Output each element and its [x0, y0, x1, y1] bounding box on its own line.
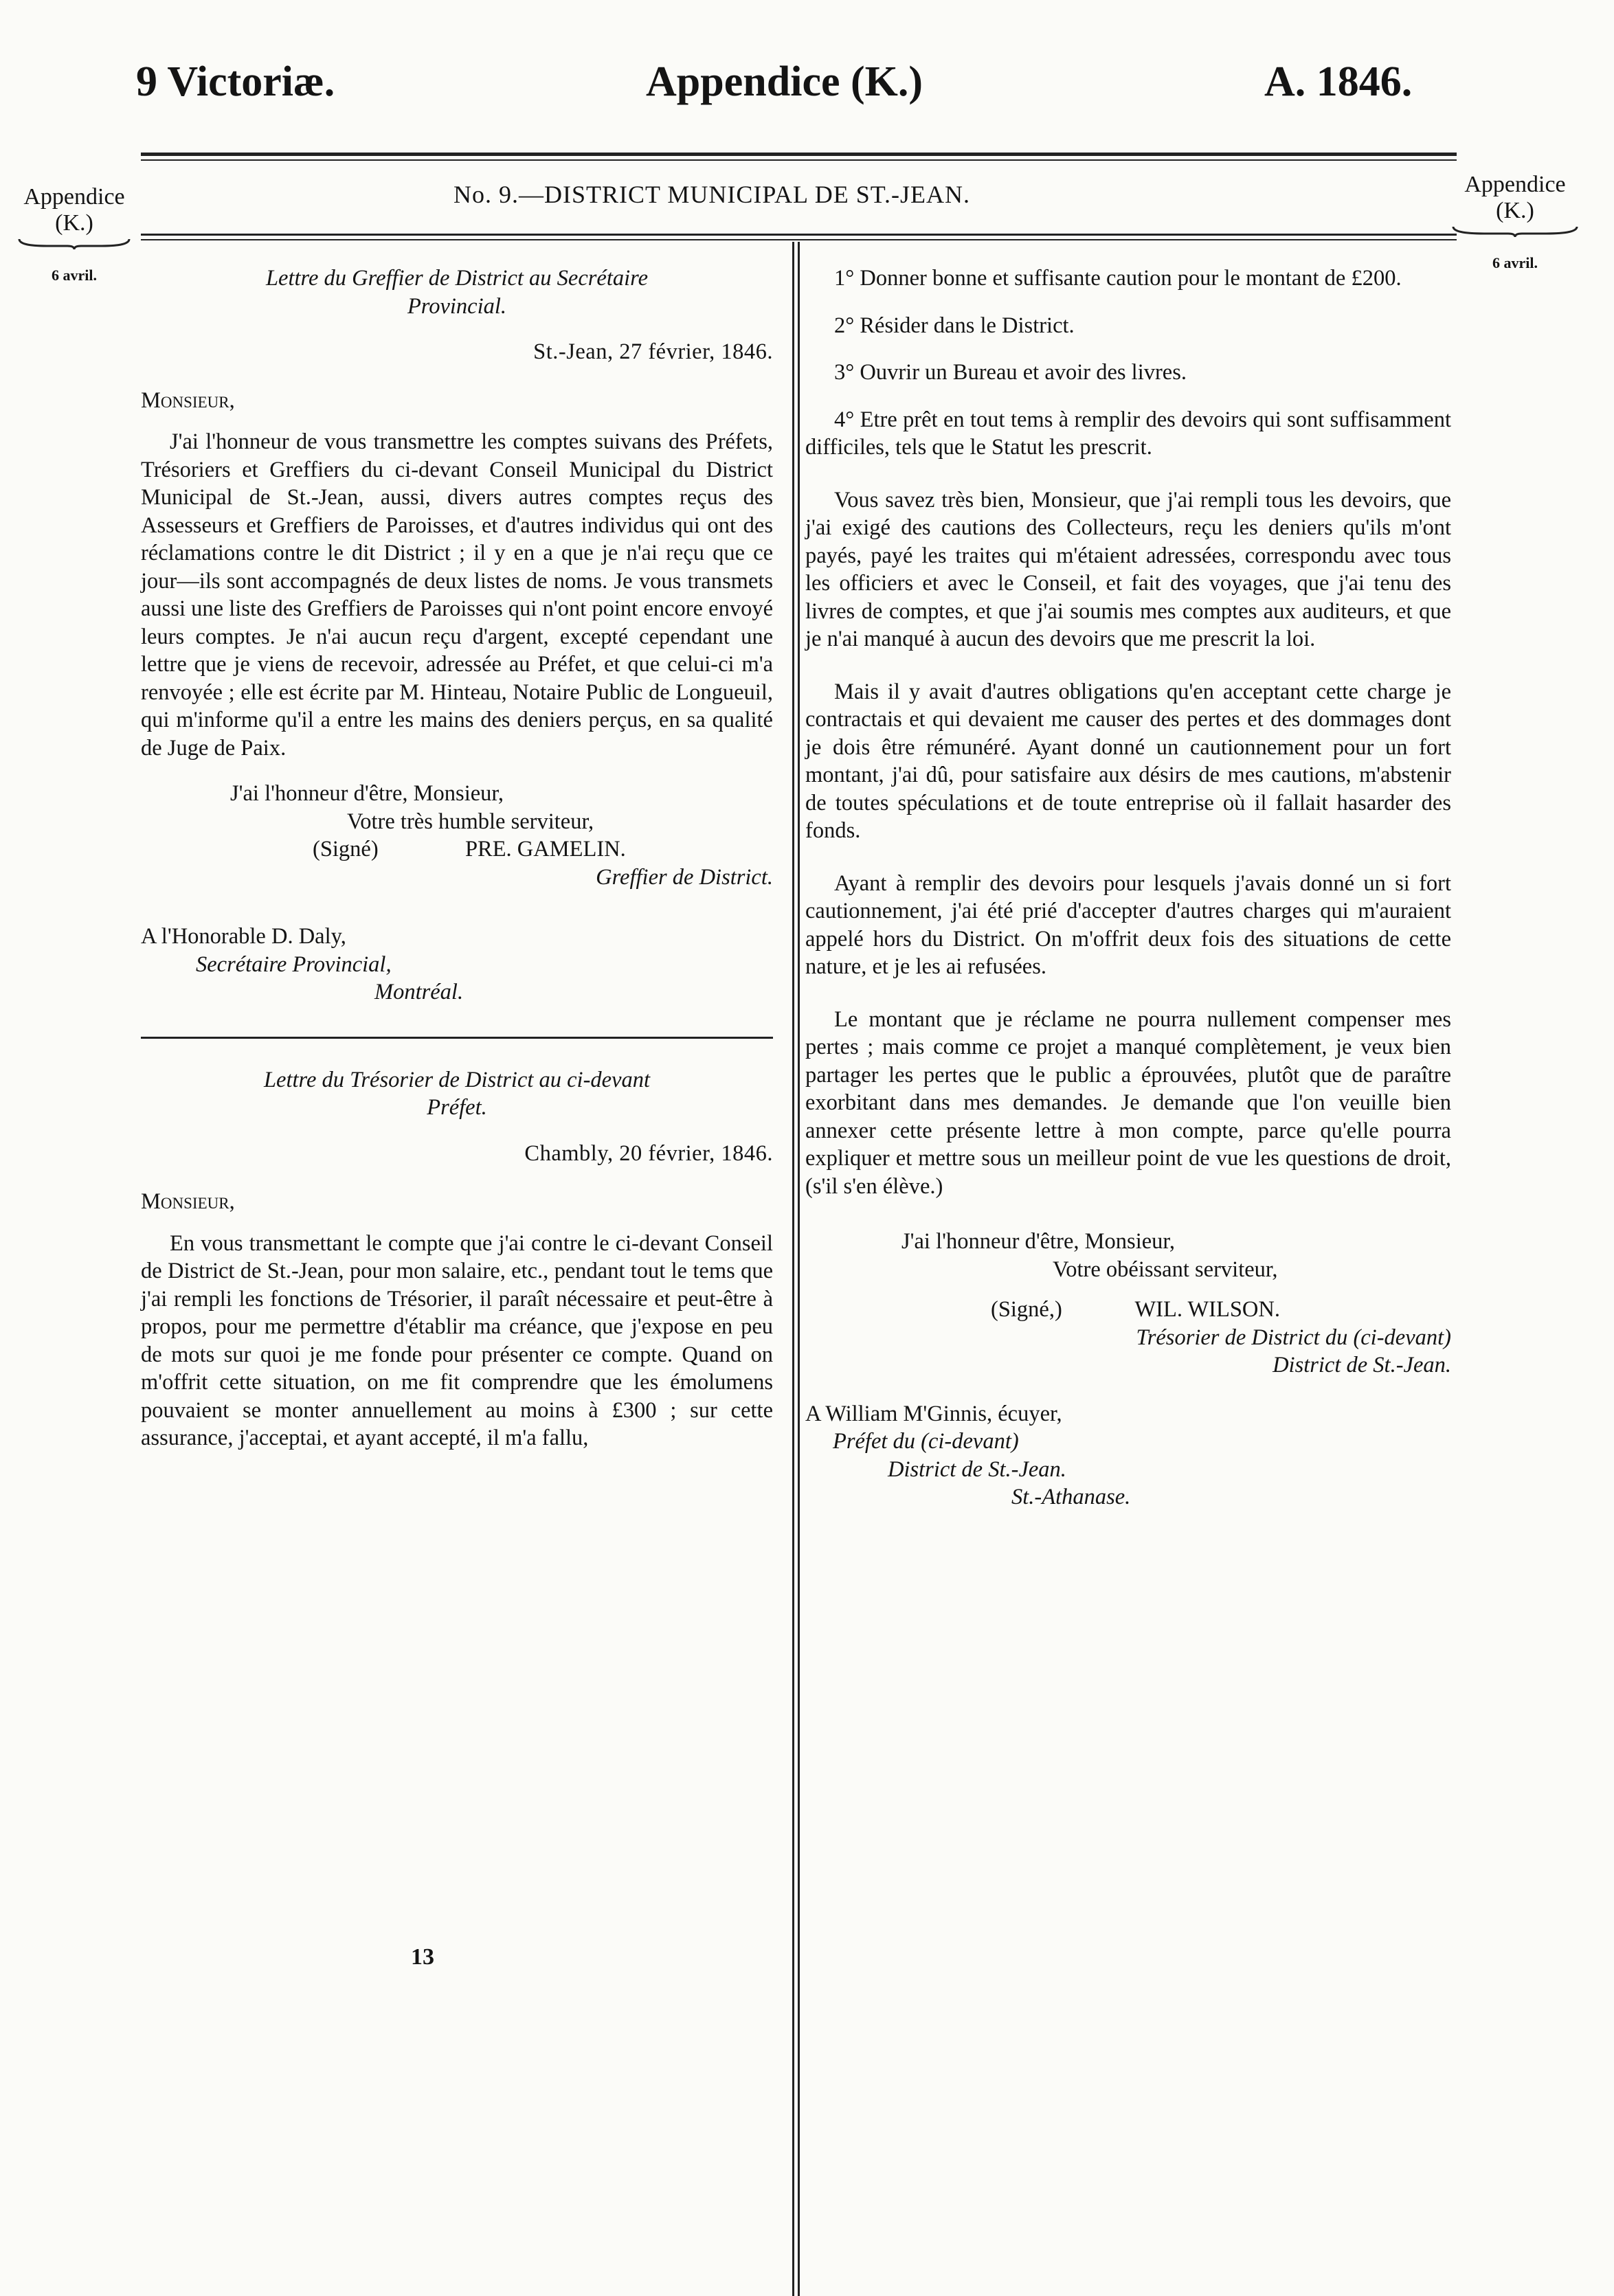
margin-date: 6 avril.: [52, 267, 97, 284]
letter2-closing1: J'ai l'honneur d'être, Monsieur,: [901, 1229, 1176, 1254]
letter2-heading-line2: Préfet.: [427, 1095, 487, 1120]
section-title: No. 9.—DISTRICT MUNICIPAL DE ST.-JEAN.: [453, 181, 971, 208]
letter1-signed: (Signé): [313, 837, 379, 862]
letter2-item3: 3° Ouvrir un Bureau et avoir des livres.: [834, 360, 1187, 385]
letter1-salutation: Monsieur,: [141, 387, 235, 413]
letter2-heading: [141, 1066, 773, 1122]
letter2-signature: [805, 1296, 1451, 1324]
left-column: [141, 265, 773, 1452]
letter2-dateline: Chambly, 20 février, 1846.: [524, 1140, 773, 1166]
letter1-signature: [141, 835, 773, 864]
header-rule-thin: [141, 159, 1457, 161]
letter2-item1: 1° Donner bonne et suffisante caution pour le montant de £200.: [834, 266, 1402, 291]
letter2-addressee2: Préfet du (ci-devant): [833, 1429, 1019, 1454]
title-rule: [141, 234, 1457, 236]
brace-icon: [1450, 225, 1580, 238]
letter1-heading-line2: Provincial.: [407, 293, 507, 319]
letter1-heading: [141, 265, 773, 320]
letter2-body: En vous transmettant le compte que j'ai contre le ci-devant Conseil de District de St.-Jean, pour mon salaire, etc., pendant tout le tems que j'ai rempli les fonctions de Trésorier, il paraît nécessaire et peut-être à propos, pour me permettre d'établir ma créance, que j'expose en peu de mots sur quoi je me fonde pour présenter ce compte. Quand on m'offrit cette situation, on me fit comprendre que les émolumens pouvaient se monter annuellement au moins à £300 ; sur cette assurance, j'acceptai, et ayant accepté, il m'a fallu,: [141, 1230, 773, 1450]
letter2-addressee1: A William M'Ginnis, écuyer,: [805, 1401, 1062, 1426]
letter1-addressee3: Montréal.: [374, 980, 464, 1004]
letter1-closing2: Votre très humble serviteur,: [347, 809, 594, 834]
margin-label: Appendice: [23, 184, 125, 210]
margin-label: Appendice: [1464, 172, 1566, 197]
page-number: 13: [411, 1944, 434, 1970]
letter2-addressee4: St.-Athanase.: [1011, 1485, 1131, 1509]
margin-ref: (K.): [55, 210, 93, 236]
letter2-salutation: Monsieur,: [141, 1189, 235, 1214]
letter2-para1: Vous savez très bien, Monsieur, que j'ai rempli tous les devoirs, que j'ai exigé des cautions des Collecteurs, reçu les deniers qu'ils m'ont payés, payé les traites qui m'étaient adressées, correspondu avec tous les officiers et avec le Conseil, et fait des voyages, que j'ai tenu des livres de comptes, et que j'ai soumis mes comptes aux auditeurs, et que je n'ai manqué à aucun des devoirs que me prescrit la loi.: [805, 487, 1451, 651]
letter2-heading-line1: Lettre du Trésorier de District au ci-devant: [263, 1067, 651, 1092]
letter2-signer-title2: District de St.-Jean.: [1273, 1353, 1451, 1377]
column-divider: [798, 242, 800, 2296]
brace-icon: [16, 238, 133, 250]
margin-note-left: [12, 184, 136, 289]
letter2-item4: 4° Etre prêt en tout tems à remplir des devoirs qui sont suffisamment difficiles, tels que le Statut les prescrit.: [805, 407, 1451, 460]
letter2-para3: Ayant à remplir des devoirs pour lesquels j'avais donné un si fort cautionnement, j'ai été prié d'accepter d'autres charges qui m'auraient appelé hors du District. On m'offrit deux fois des situations de cette nature, et je les ai refusées.: [805, 870, 1451, 979]
header-left: 9 Victoriæ.: [136, 58, 335, 105]
letter1-addressee2: Secrétaire Provincial,: [196, 952, 392, 977]
letter2-para2: Mais il y avait d'autres obligations qu'en acceptant cette charge je contractais et qui devaient me causer des pertes et des dommages dont je dois être rémunéré. Ayant donné un cautionnement pour un fort montant, j'ai dû, pour satisfaire aux désirs de mes cautions, m'abstenir de toutes spéculations et de toute entreprise où il fallait hasarder des fonds.: [805, 679, 1451, 843]
letter1-body: J'ai l'honneur de vous transmettre les comptes suivans des Préfets, Trésoriers et Greffiers du ci-devant Conseil Municipal du District Municipal de St.-Jean, aussi, divers autres comptes reçus des Assesseurs et Greffiers de Paroisses, et d'autres individus qui ont des réclamations contre le dit District ; il y en a que je n'ai reçu que ce jour—ils sont accompagnés de deux listes de noms. Je vous transmets aussi une liste des Greffiers de Paroisses qui n'ont point encore envoyé leurs comptes. Je n'ai aucun reçu d'argent, excepté cependant une lettre que je viens de recevoir, adressée au Préfet, et que celui-ci m'a renvoyée ; elle est écrite par M. Hinteau, Notaire Public de Longueuil, qui m'informe qu'il a entre les mains des deniers perçus, en sa qualité de Juge de Paix.: [141, 429, 773, 761]
letter1-signer-title: Greffier de District.: [596, 864, 773, 890]
letter2-signer-title1: Trésorier de District du (ci-devant): [1136, 1325, 1451, 1350]
column-divider: [792, 242, 794, 2296]
letter-divider: [141, 1037, 773, 1039]
letter1-closing1: J'ai l'honneur d'être, Monsieur,: [230, 781, 504, 806]
header-rule: [141, 153, 1457, 156]
letter2-item2: 2° Résider dans le District.: [834, 313, 1075, 338]
letter2-addressee3: District de St.-Jean.: [888, 1456, 1066, 1482]
letter2-closing2: Votre obéissant serviteur,: [1053, 1257, 1278, 1282]
margin-note-right: [1446, 172, 1584, 276]
letter1-signer: PRE. GAMELIN.: [464, 837, 626, 862]
letter1-addressee1: A l'Honorable D. Daly,: [141, 924, 346, 949]
letter1-dateline: St.-Jean, 27 février, 1846.: [533, 339, 773, 364]
title-rule-thin: [141, 239, 1457, 240]
header-center: Appendice (K.): [646, 58, 923, 105]
right-column: [805, 265, 1451, 1511]
margin-date: 6 avril.: [1492, 254, 1538, 271]
letter2-signed: (Signé,): [991, 1297, 1062, 1322]
margin-ref: (K.): [1496, 198, 1534, 223]
letter2-para4: Le montant que je réclame ne pourra nullement compenser mes pertes ; mais comme ce projet a manqué complètement, je veux bien partager les pertes que le public a éprouvées, plutôt que de paraître exorbitant dans mes demandes. Je demande que l'on veuille bien annexer cette présente lettre à mon compte, parce qu'elle pourra expliquer et mettre sous un meilleur point de vue les questions de droit, (s'il s'en élève.): [805, 1006, 1451, 1199]
letter2-signer: WIL. WILSON.: [1134, 1297, 1280, 1322]
header-right: A. 1846.: [1264, 58, 1413, 105]
letter1-heading-line1: Lettre du Greffier de District au Secrétaire: [265, 266, 648, 291]
